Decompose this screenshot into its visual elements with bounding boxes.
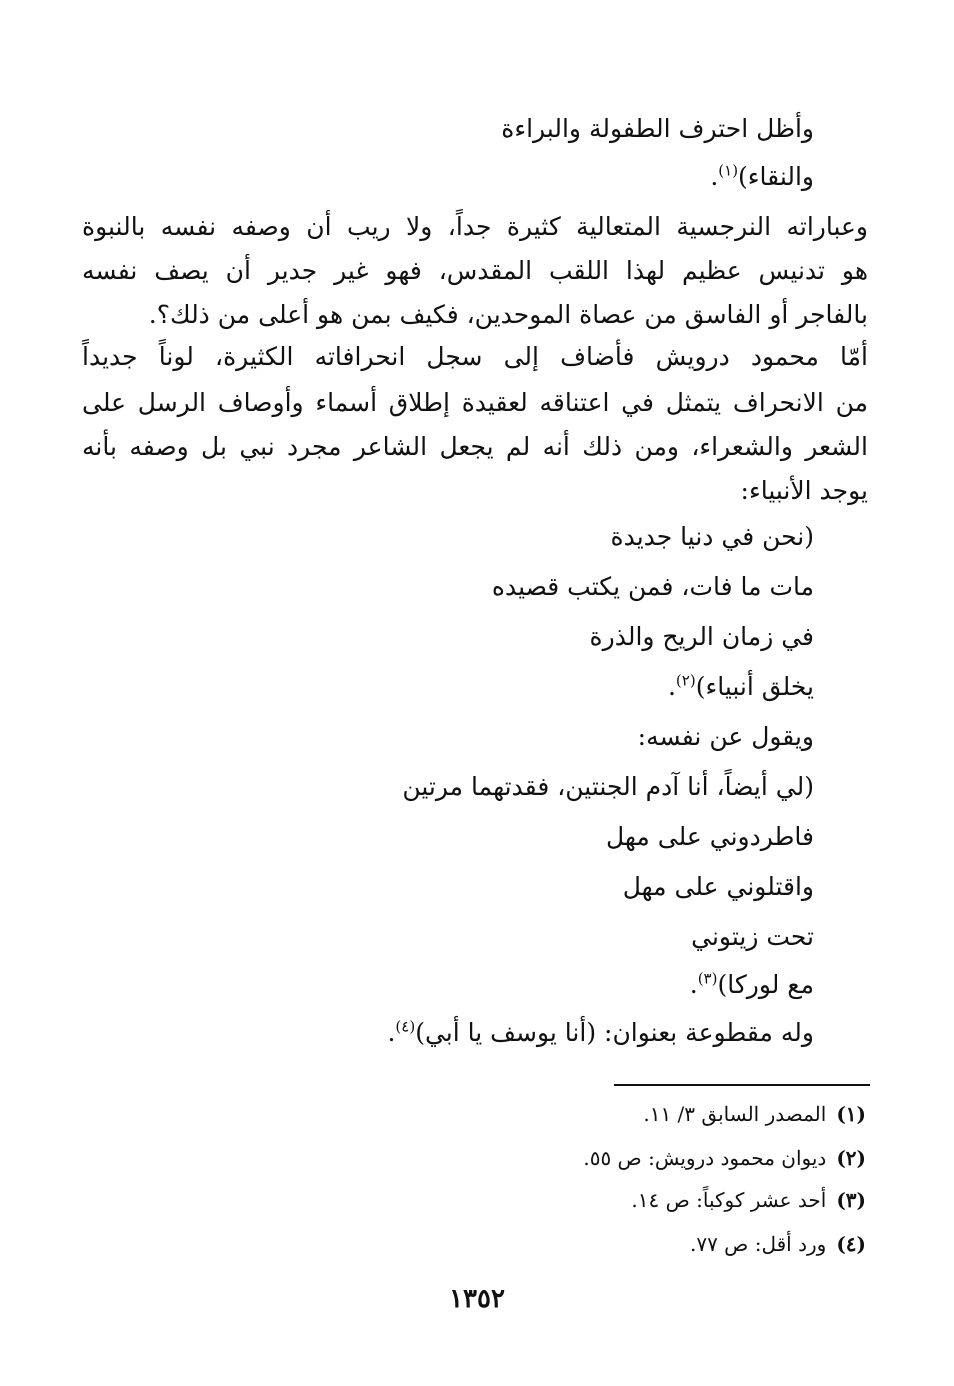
paragraph-line: وله مقطوعة بعنوان: (أنا يوسف يا أبي)$^{(٤)}$. [387,1017,814,1047]
poem-line: مع لوركا)$^{(٣)}$. [689,969,814,999]
footnote-text: المصدر السابق ٣/ ١١. [643,1102,827,1126]
poem-line: والنقاء)$^{(١)}$. [710,161,814,191]
paragraph-line: من الانحراف يتمثل في اعتناقه لعقيدة إطلاق أسماء وأوصاف الرسل على [82,388,868,417]
page-number: ١٣٥٢ [449,1284,505,1314]
poem-line: في زمان الريح والذرة [589,622,814,651]
footnote-number: (٢) [836,1146,866,1170]
paragraph-line: ويقول عن نفسه: [637,722,814,751]
footnote [690,1230,866,1258]
poem-line: فاطردوني على مهل [605,822,814,851]
footnote-text: أحد عشر كوكباً: ص ١٤. [631,1188,827,1212]
poem-line: (نحن في دنيا جديدة [610,522,814,551]
poem-line: مات ما فات، فمن يكتب قصيده [491,572,814,601]
footnote-number: (١) [836,1102,866,1126]
paragraph-line: الشعر والشعراء، ومن ذلك أنه لم يجعل الشاعر مجرد نبي بل وصفه بأنه [82,432,868,461]
footnote-number: (٣) [836,1188,866,1212]
poem-line: واقتلوني على مهل [622,872,814,901]
footnote-number: (٤) [836,1232,866,1256]
footnote [631,1186,866,1214]
paragraph-line: أمّا محمود درويش فأضاف إلى سجل انحرافاته الكثيرة، لوناً جديداً [82,342,868,371]
paragraph-line: هو تدنيس عظيم لهذا اللقب المقدس، فهو غير جدير أن يصف نفسه [82,256,868,285]
footnote [643,1100,866,1128]
paragraph-line: يوجد الأنبياء: [740,476,868,505]
paragraph-line: بالفاجر أو الفاسق من عصاة الموحدين، فكيف بمن هو أعلى من ذلك؟. [148,300,868,329]
footnote-text: ورد أقل: ص ٧٧. [689,1232,827,1256]
paragraph-line: وعباراته النرجسية المتعالية كثيرة جداً، ولا ريب أن وصفه نفسه بالنبوة [82,212,868,241]
footnote-ref: (١) [718,161,739,180]
poem-line: يخلق أنبياء)$^{(٢)}$. [667,671,814,701]
footnote-ref: (٢) [675,671,696,690]
footnote-ref: (٤) [395,1017,416,1036]
poem-line: (لي أيضاً، أنا آدم الجنتين، فقدتهما مرتين [402,772,814,801]
poem-line: تحت زيتوني [691,922,814,951]
poem-line: وأظل احترف الطفولة والبراءة [501,114,814,143]
footnote-text: ديوان محمود درويش: ص ٥٥. [583,1146,827,1170]
footnote [583,1144,866,1172]
footnote-separator [614,1084,870,1086]
footnote-ref: (٣) [697,969,718,988]
